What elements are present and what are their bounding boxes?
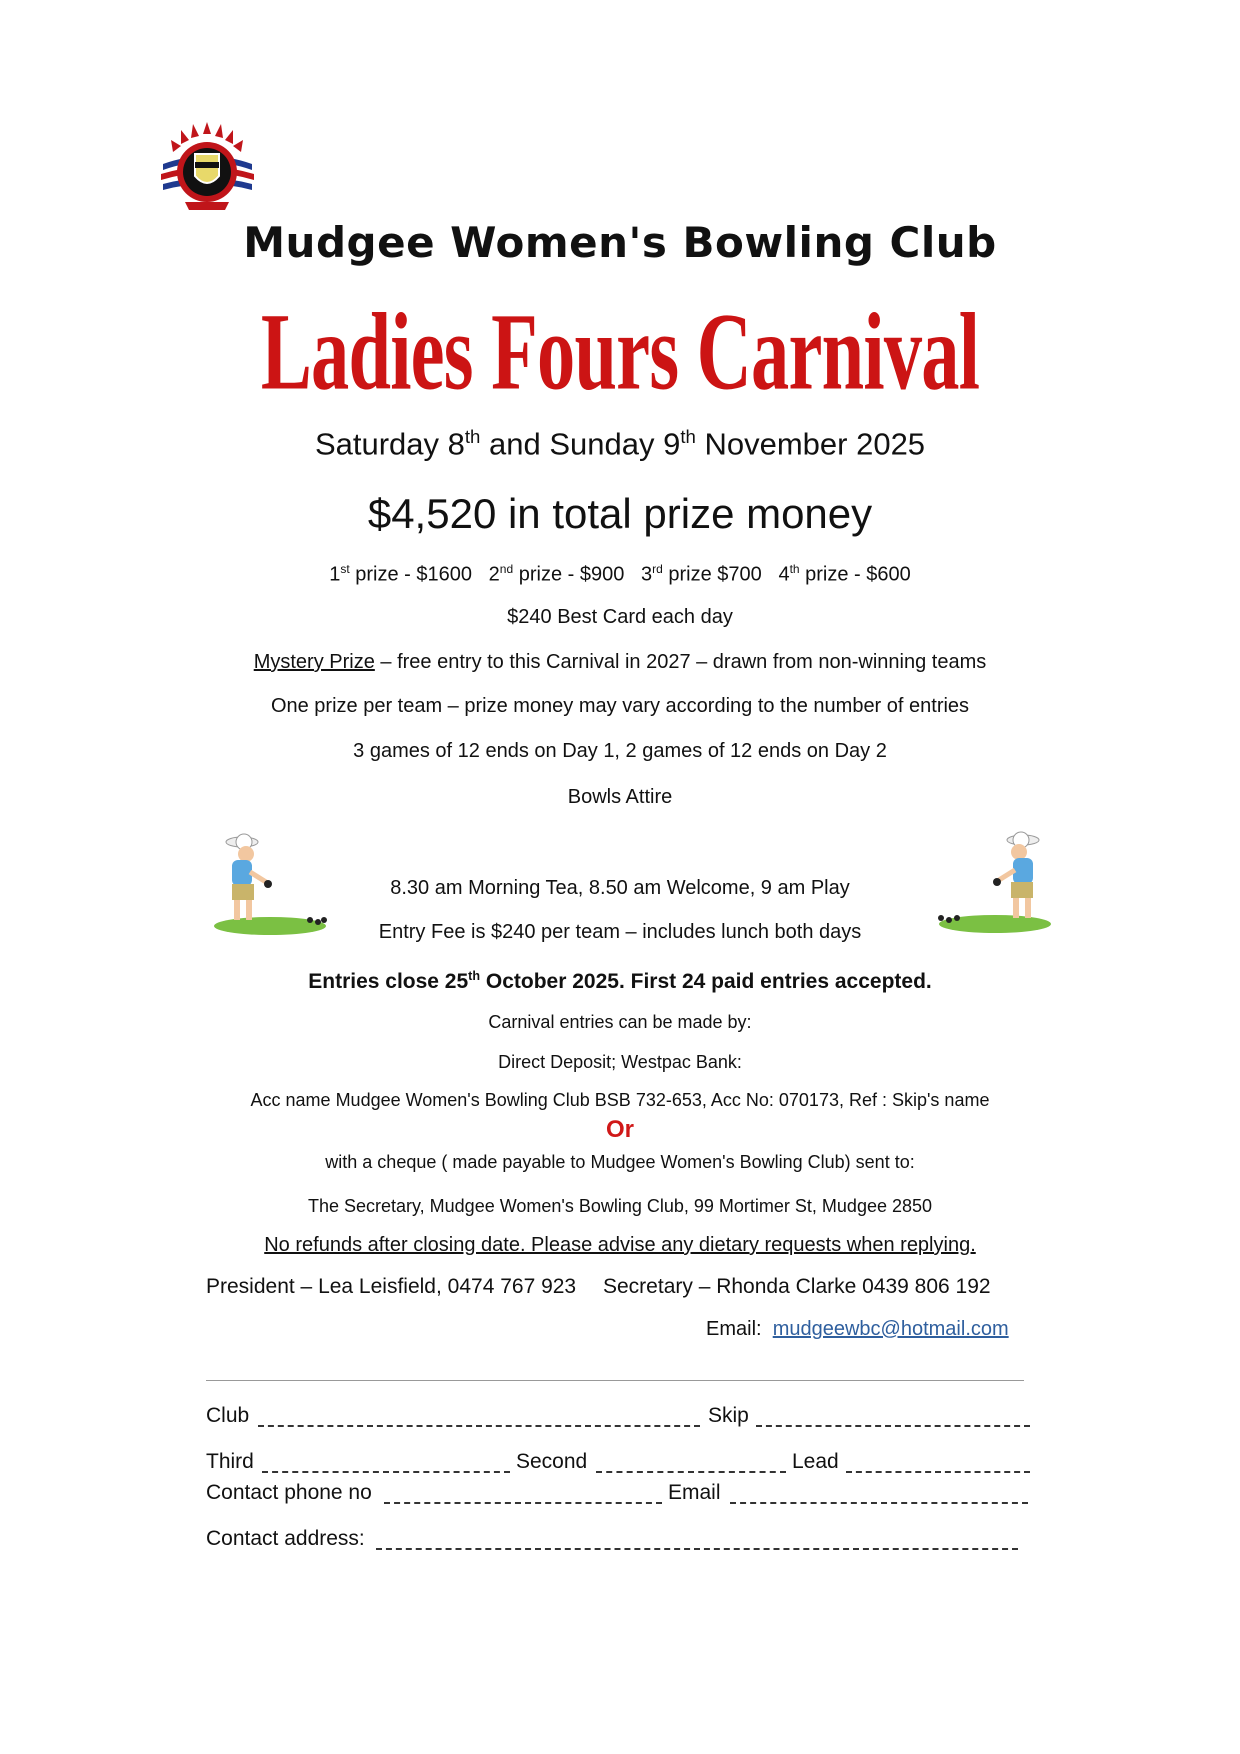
third-label: Third [206, 1450, 254, 1473]
address-label: Contact address: [206, 1527, 365, 1550]
event-title: Ladies Fours Carnival [260, 292, 980, 414]
cheque-instructions: with a cheque ( made payable to Mudgee Women's Bowling Club) sent to: [325, 1152, 915, 1172]
second-field[interactable] [596, 1471, 786, 1473]
schedule: 8.30 am Morning Tea, 8.50 am Welcome, 9 am Play [390, 877, 850, 899]
second-label: Second [516, 1450, 588, 1473]
or-separator: Or [605, 1116, 634, 1143]
president-contact: President – Lea Leisfield, 0474 767 923 [206, 1275, 577, 1298]
divider [206, 1380, 1024, 1381]
secretary-contact: Secretary – Rhonda Clarke 0439 806 192 [603, 1275, 991, 1298]
email-label: Email: [706, 1318, 762, 1340]
direct-deposit: Direct Deposit; Westpac Bank: [498, 1052, 742, 1072]
total-prize-money: $4,520 in total prize money [367, 490, 873, 537]
lead-label: Lead [792, 1450, 839, 1473]
club-name: Mudgee Women's Bowling Club [243, 218, 997, 267]
club-field[interactable] [258, 1425, 700, 1427]
postal-address: The Secretary, Mudgee Women's Bowling Club, 99 Mortimer St, Mudgee 2850 [307, 1196, 933, 1216]
club-label: Club [206, 1404, 250, 1427]
email-form-label: Email [668, 1481, 721, 1504]
phone-label: Contact phone no [206, 1481, 372, 1504]
email-row [706, 1318, 1009, 1341]
refund-notice: No refunds after closing date. Please advise any dietary requests when replying. [264, 1234, 976, 1256]
skip-label: Skip [708, 1404, 749, 1427]
bank-account-details: Acc name Mudgee Women's Bowling Club BSB 732-653, Acc No: 070173, Ref : Skip's name [250, 1090, 990, 1110]
entries-made-by: Carnival entries can be made by: [488, 1012, 752, 1032]
skip-field[interactable] [756, 1425, 1030, 1427]
one-prize-note: One prize per team – prize money may vary according to the number of entries [270, 695, 970, 717]
prize-breakdown: 1st prize - $1600 2nd prize - $900 3rd prize $700 4th prize - $600 [329, 562, 911, 586]
best-card-prize: $240 Best Card each day [507, 606, 733, 628]
email-field[interactable] [730, 1502, 1028, 1504]
event-dates: Saturday 8th and Sunday 9th November 2025 [314, 426, 926, 462]
phone-field[interactable] [384, 1502, 662, 1504]
bowls-attire: Bowls Attire [567, 786, 673, 808]
email-link[interactable]: mudgeewbc@hotmail.com [772, 1318, 1009, 1340]
mystery-prize: Mystery Prize – free entry to this Carnival in 2027 – drawn from non-winning teams [253, 651, 987, 673]
lead-field[interactable] [846, 1471, 1030, 1473]
address-field[interactable] [376, 1548, 1018, 1550]
entries-close: Entries close 25th October 2025. First 24 paid entries accepted. [308, 969, 932, 993]
third-field[interactable] [262, 1471, 510, 1473]
entry-fee: Entry Fee is $240 per team – includes lunch both days [378, 921, 862, 943]
club-logo [155, 118, 260, 218]
games-format: 3 games of 12 ends on Day 1, 2 games of 12 ends on Day 2 [353, 740, 887, 762]
